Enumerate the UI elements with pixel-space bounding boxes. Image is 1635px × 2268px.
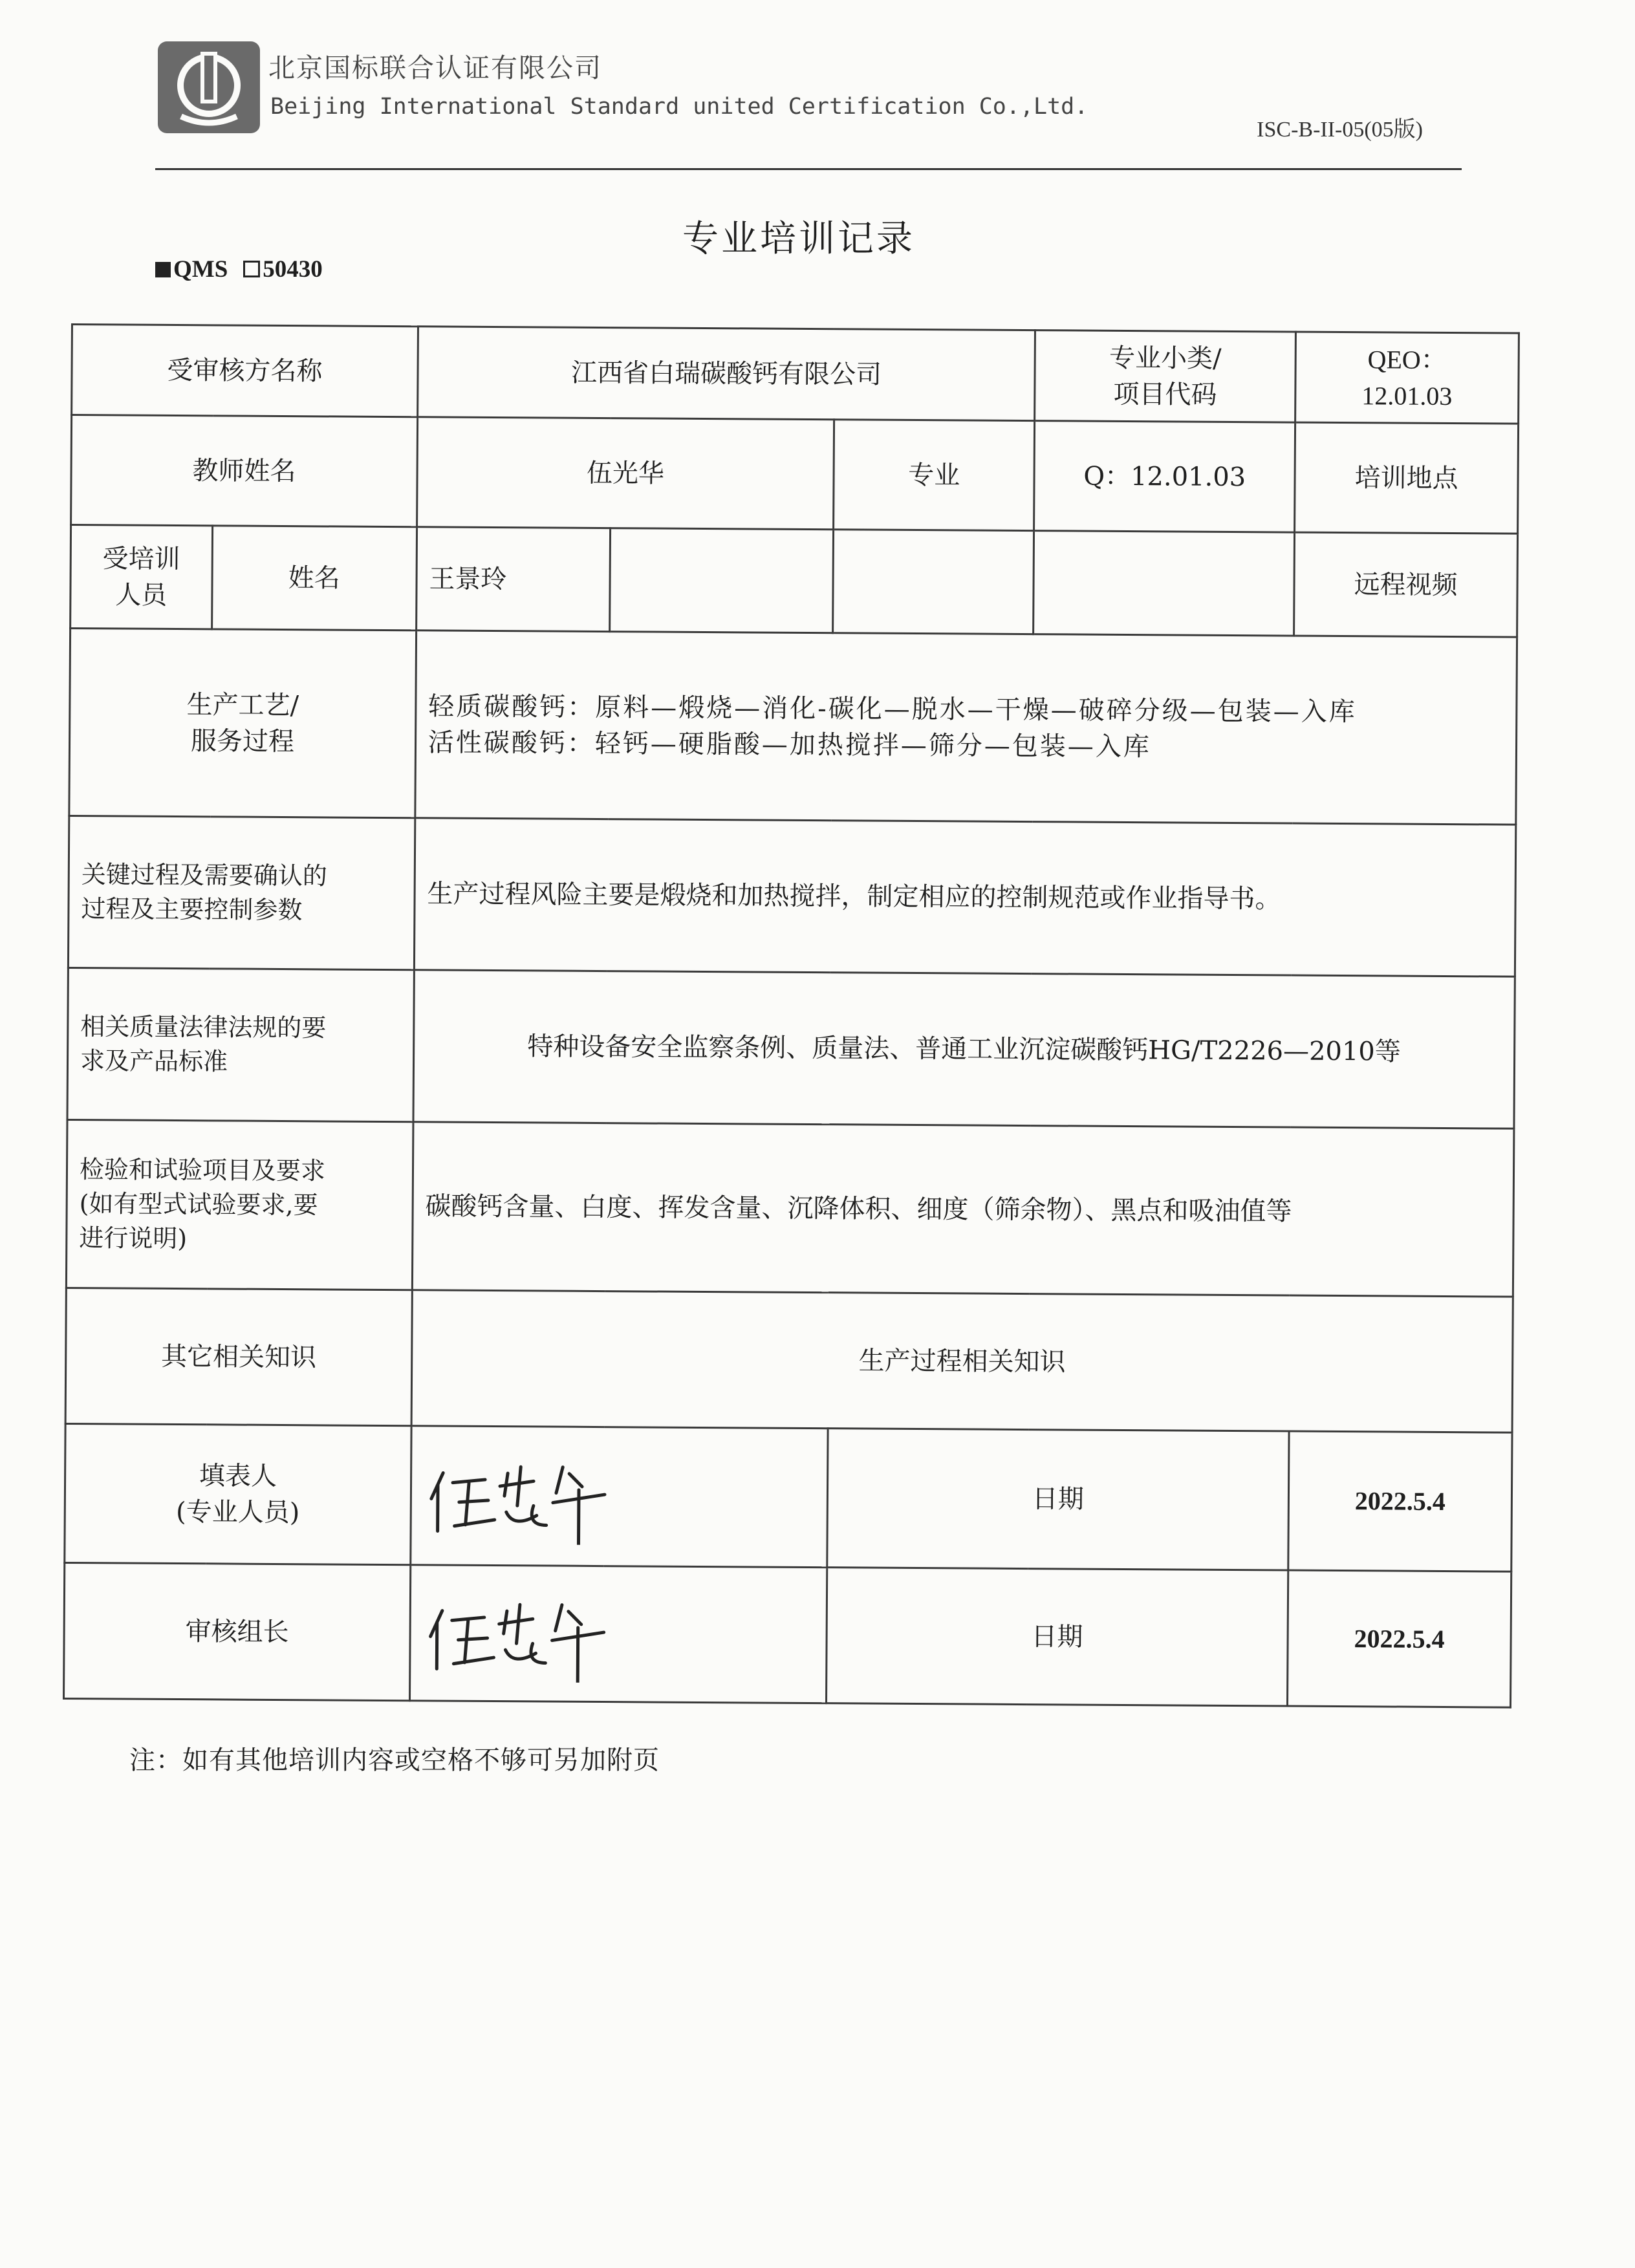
leader-label: 审核组长 bbox=[64, 1562, 411, 1700]
blank-cell bbox=[1034, 531, 1295, 636]
scheme-checkboxes bbox=[155, 255, 323, 283]
major-value: Q：12.01.03 bbox=[1034, 421, 1295, 532]
location-label: 培训地点 bbox=[1294, 422, 1518, 534]
trainee-label-line-2: 人员 bbox=[115, 579, 168, 610]
other-knowledge-label: 其它相关知识 bbox=[65, 1288, 412, 1425]
other-checkbox-empty bbox=[243, 261, 260, 277]
form-code: ISC-B-II-05(05版) bbox=[1257, 118, 1423, 142]
row-auditee bbox=[72, 325, 1519, 424]
filler-date-label: 日期 bbox=[827, 1429, 1289, 1570]
key-label-line-1: 关键过程及需要确认的 bbox=[81, 859, 327, 891]
category-value-line-2: 12.01.03 bbox=[1361, 380, 1453, 411]
filler-date-value: 2022.5.4 bbox=[1288, 1431, 1512, 1571]
row-process bbox=[69, 629, 1517, 825]
leader-signature bbox=[409, 1565, 827, 1703]
company-name-en: Beijing International Standard united Certification Co.,Ltd. bbox=[270, 94, 1088, 120]
leader-date-value: 2022.5.4 bbox=[1287, 1570, 1511, 1707]
filler-label-line-1: 填表人 bbox=[199, 1461, 277, 1491]
handwritten-signature-icon bbox=[422, 1584, 617, 1683]
row-teacher bbox=[71, 415, 1519, 534]
teacher-label: 教师姓名 bbox=[71, 415, 418, 527]
process-line-2: 活性碳酸钙：轻钙—硬脂酸—加热搅拌—筛分—包装—入库 bbox=[428, 727, 1151, 762]
auditee-label: 受审核方名称 bbox=[72, 325, 418, 417]
blank-cell bbox=[609, 528, 833, 633]
tests-value: 碳酸钙含量、白度、挥发含量、沉降体积、细度（筛余物）、黑点和吸油值等 bbox=[412, 1122, 1514, 1297]
process-value bbox=[415, 631, 1517, 825]
trainee-label-line-1: 受培训 bbox=[102, 543, 180, 574]
trainee-label bbox=[70, 525, 212, 629]
test-label-line-1: 检验和试验项目及要求 bbox=[79, 1154, 326, 1185]
other-scheme-label: 50430 bbox=[263, 256, 323, 283]
key-process-value: 生产过程风险主要是煅烧和加热搅拌，制定相应的控制规范或作业指导书。 bbox=[414, 818, 1516, 977]
handwritten-signature-icon bbox=[423, 1447, 618, 1545]
row-tests bbox=[66, 1119, 1514, 1297]
category-value-line-1: QEO： bbox=[1367, 344, 1447, 374]
category-label-line-2: 项目代码 bbox=[1113, 379, 1217, 410]
trainee-name-label: 姓名 bbox=[211, 526, 417, 631]
key-label-line-2: 过程及主要控制参数 bbox=[81, 894, 303, 925]
training-record-form bbox=[63, 323, 1520, 1707]
process-label-line-2: 服务过程 bbox=[190, 726, 295, 757]
teacher-value: 伍光华 bbox=[417, 417, 834, 530]
law-label-line-2: 求及产品标准 bbox=[80, 1046, 228, 1076]
laws-value: 特种设备安全监察条例、质量法、普通工业沉淀碳酸钙HG/T2226—2010等 bbox=[413, 970, 1515, 1129]
law-label-line-1: 相关质量法律法规的要 bbox=[80, 1011, 327, 1042]
process-label bbox=[69, 629, 417, 818]
row-trainee bbox=[70, 525, 1518, 638]
document-title: 专业培训记录 bbox=[682, 218, 915, 260]
row-key-process bbox=[68, 815, 1515, 977]
row-laws bbox=[67, 967, 1515, 1129]
qms-checkbox-checked bbox=[155, 262, 171, 277]
process-label-line-1: 生产工艺/ bbox=[186, 689, 299, 720]
qms-label: QMS bbox=[173, 256, 228, 283]
laws-label bbox=[67, 967, 414, 1121]
category-label bbox=[1035, 330, 1295, 422]
trainee-name-value: 王景玲 bbox=[416, 527, 610, 632]
category-label-line-1: 专业小类/ bbox=[1109, 343, 1222, 374]
other-knowledge-value: 生产过程相关知识 bbox=[411, 1290, 1513, 1432]
tests-label bbox=[66, 1119, 413, 1290]
row-filler bbox=[65, 1423, 1512, 1571]
blank-cell bbox=[832, 530, 1034, 634]
filler-label-line-2: (专业人员) bbox=[175, 1497, 300, 1528]
filler-signature bbox=[411, 1426, 828, 1568]
footnote: 注：如有其他培训内容或空格不够可另加附页 bbox=[129, 1745, 660, 1775]
location-value: 远程视频 bbox=[1294, 532, 1518, 637]
row-other-knowledge bbox=[65, 1288, 1513, 1432]
company-logo-icon bbox=[155, 39, 263, 136]
filler-label bbox=[65, 1423, 411, 1564]
test-label-line-3: 进行说明) bbox=[79, 1224, 188, 1253]
process-line-1: 轻质碳酸钙：原料—煅烧—消化-碳化—脱水—干燥—破碎分级—包装—入库 bbox=[428, 691, 1357, 727]
key-process-label bbox=[68, 815, 415, 969]
major-label: 专业 bbox=[833, 420, 1035, 531]
auditee-value: 江西省白瑞碳酸钙有限公司 bbox=[417, 327, 1035, 421]
header-rule bbox=[155, 168, 1462, 170]
leader-date-label: 日期 bbox=[826, 1568, 1288, 1706]
test-label-line-2: (如有型式试验要求,要 bbox=[79, 1189, 318, 1220]
letterhead bbox=[155, 39, 1462, 168]
company-name-cn: 北京国标联合认证有限公司 bbox=[268, 52, 602, 83]
row-leader bbox=[64, 1562, 1511, 1707]
category-value bbox=[1295, 332, 1519, 424]
